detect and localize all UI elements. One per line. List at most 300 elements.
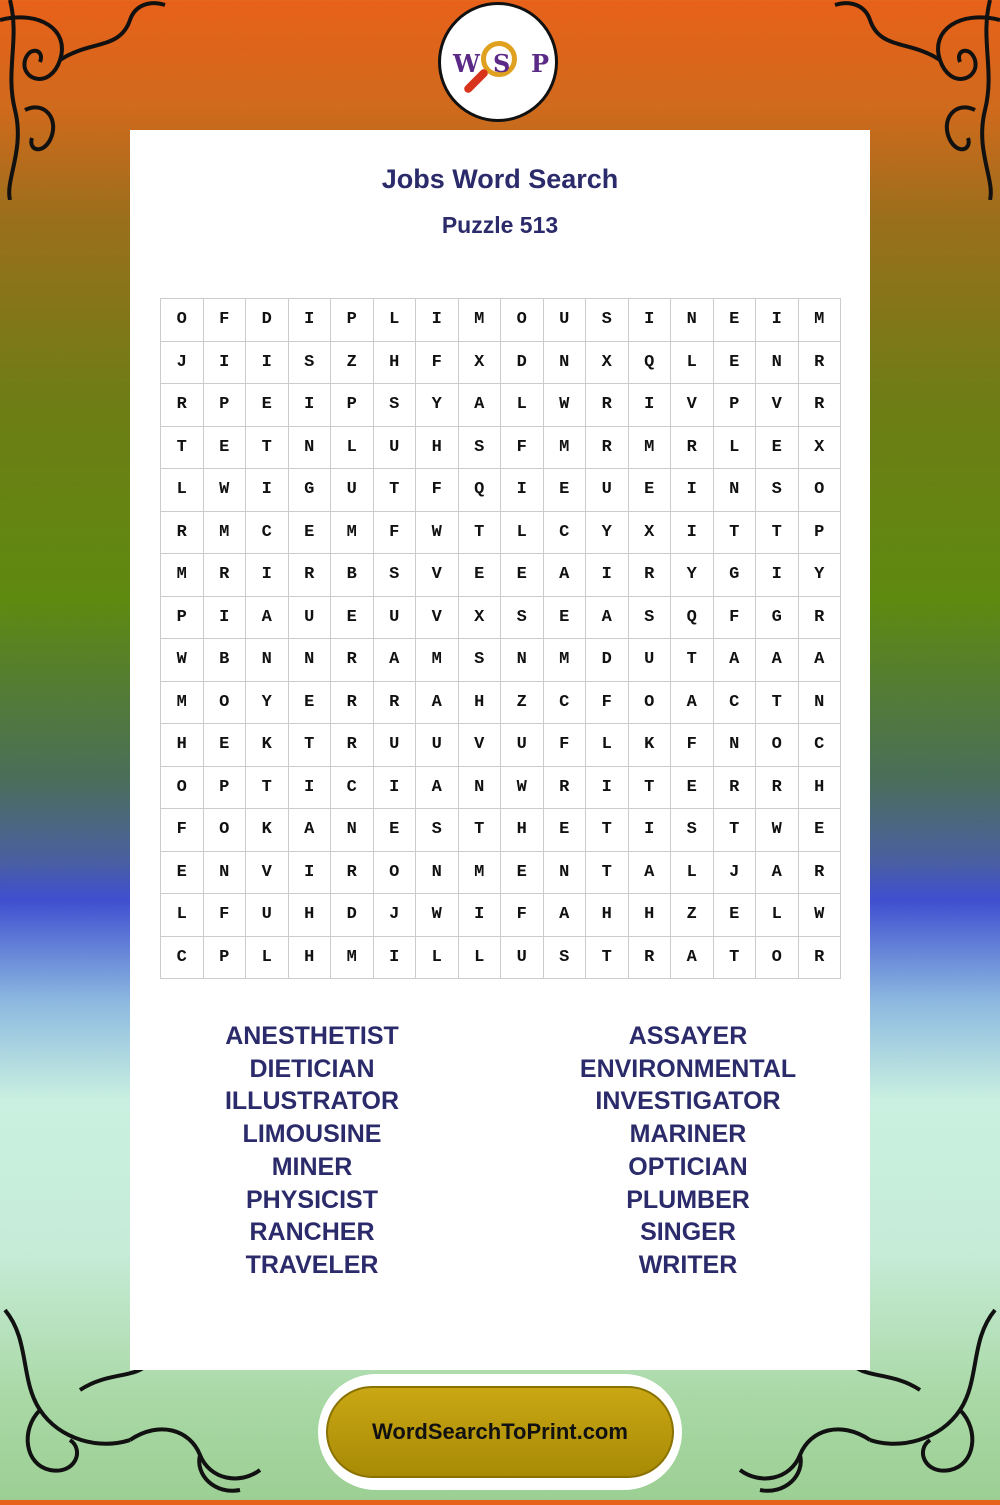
grid-cell[interactable]: W: [501, 766, 544, 809]
grid-cell[interactable]: C: [543, 511, 586, 554]
grid-row: [161, 724, 841, 767]
grid-cell[interactable]: L: [756, 894, 799, 937]
word-list-item: MARINER: [629, 1120, 747, 1149]
grid-cell[interactable]: T: [586, 936, 629, 979]
grid-cell[interactable]: N: [713, 469, 756, 512]
grid-cell[interactable]: E: [713, 299, 756, 342]
grid-cell[interactable]: I: [203, 596, 246, 639]
grid-cell[interactable]: V: [416, 596, 459, 639]
grid-cell[interactable]: Q: [628, 341, 671, 384]
grid-cell[interactable]: H: [161, 724, 204, 767]
grid-cell[interactable]: C: [161, 936, 204, 979]
grid-cell[interactable]: R: [713, 766, 756, 809]
grid-cell[interactable]: D: [246, 299, 289, 342]
grid-cell[interactable]: W: [543, 384, 586, 427]
grid-cell[interactable]: R: [628, 936, 671, 979]
word-list-item: LIMOUSINE: [242, 1120, 382, 1149]
grid-cell[interactable]: A: [458, 384, 501, 427]
word-list-right: [538, 1020, 838, 1282]
grid-cell[interactable]: F: [203, 894, 246, 937]
grid-cell[interactable]: T: [458, 511, 501, 554]
grid-cell[interactable]: A: [246, 596, 289, 639]
grid-cell[interactable]: E: [756, 426, 799, 469]
grid-cell[interactable]: Y: [798, 554, 841, 597]
word-list-item: ANESTHETIST: [225, 1022, 399, 1050]
grid-cell[interactable]: P: [203, 766, 246, 809]
grid-cell[interactable]: M: [543, 639, 586, 682]
grid-cell[interactable]: M: [161, 681, 204, 724]
grid-cell[interactable]: Y: [246, 681, 289, 724]
grid-cell[interactable]: P: [331, 384, 374, 427]
grid-cell[interactable]: E: [373, 809, 416, 852]
grid-cell[interactable]: I: [628, 809, 671, 852]
grid-cell[interactable]: T: [161, 426, 204, 469]
grid-cell[interactable]: R: [798, 851, 841, 894]
grid-cell[interactable]: O: [798, 469, 841, 512]
grid-cell[interactable]: D: [586, 639, 629, 682]
word-list-item: PLUMBER: [626, 1185, 750, 1214]
grid-cell[interactable]: I: [373, 766, 416, 809]
grid-cell[interactable]: E: [458, 554, 501, 597]
grid-cell[interactable]: I: [373, 936, 416, 979]
grid-cell[interactable]: O: [628, 681, 671, 724]
grid-cell[interactable]: X: [586, 341, 629, 384]
grid-cell[interactable]: K: [246, 724, 289, 767]
grid-cell[interactable]: P: [203, 936, 246, 979]
grid-cell[interactable]: R: [628, 554, 671, 597]
grid-cell[interactable]: I: [756, 554, 799, 597]
grid-cell[interactable]: I: [628, 384, 671, 427]
word-list-item: PHYSICIST: [246, 1185, 378, 1214]
grid-cell[interactable]: T: [586, 851, 629, 894]
grid-cell[interactable]: F: [713, 596, 756, 639]
grid-cell[interactable]: S: [671, 809, 714, 852]
grid-cell[interactable]: N: [543, 341, 586, 384]
grid-cell[interactable]: U: [246, 894, 289, 937]
grid-cell[interactable]: T: [246, 426, 289, 469]
grid-cell[interactable]: I: [586, 554, 629, 597]
grid-cell[interactable]: W: [756, 809, 799, 852]
grid-cell[interactable]: C: [543, 681, 586, 724]
grid-cell[interactable]: U: [331, 469, 374, 512]
grid-cell[interactable]: F: [501, 894, 544, 937]
grid-cell[interactable]: H: [288, 894, 331, 937]
grid-cell[interactable]: D: [331, 894, 374, 937]
grid-cell[interactable]: P: [203, 384, 246, 427]
grid-cell[interactable]: H: [501, 809, 544, 852]
grid-cell[interactable]: R: [331, 724, 374, 767]
grid-cell[interactable]: J: [373, 894, 416, 937]
word-list-item: DIETICIAN: [249, 1054, 375, 1083]
grid-cell[interactable]: I: [288, 299, 331, 342]
grid-cell[interactable]: R: [586, 384, 629, 427]
grid-cell[interactable]: R: [543, 766, 586, 809]
grid-cell[interactable]: N: [543, 851, 586, 894]
grid-cell[interactable]: T: [246, 766, 289, 809]
grid-cell[interactable]: T: [628, 766, 671, 809]
grid-cell[interactable]: R: [373, 681, 416, 724]
grid-cell[interactable]: N: [416, 851, 459, 894]
grid-cell[interactable]: X: [458, 341, 501, 384]
grid-cell[interactable]: A: [373, 639, 416, 682]
grid-cell[interactable]: R: [331, 681, 374, 724]
grid-cell[interactable]: W: [798, 894, 841, 937]
grid-cell[interactable]: L: [458, 936, 501, 979]
grid-cell[interactable]: C: [331, 766, 374, 809]
grid-cell[interactable]: T: [756, 511, 799, 554]
grid-cell[interactable]: A: [756, 851, 799, 894]
grid-cell[interactable]: S: [458, 426, 501, 469]
grid-cell[interactable]: I: [288, 851, 331, 894]
grid-row: [161, 426, 841, 469]
grid-cell[interactable]: L: [671, 851, 714, 894]
word-list-item: ENVIRONMENTAL: [579, 1054, 797, 1083]
grid-cell[interactable]: H: [628, 894, 671, 937]
page-title: Jobs Word Search: [381, 164, 619, 194]
grid-cell[interactable]: V: [671, 384, 714, 427]
grid-cell[interactable]: H: [288, 936, 331, 979]
grid-cell[interactable]: P: [798, 511, 841, 554]
word-list-left: [162, 1020, 462, 1282]
grid-cell[interactable]: G: [713, 554, 756, 597]
grid-cell[interactable]: T: [713, 809, 756, 852]
grid-cell[interactable]: L: [161, 469, 204, 512]
grid-cell[interactable]: W: [161, 639, 204, 682]
grid-cell[interactable]: L: [501, 384, 544, 427]
grid-cell[interactable]: U: [373, 596, 416, 639]
grid-cell[interactable]: X: [628, 511, 671, 554]
grid-cell[interactable]: R: [798, 596, 841, 639]
grid-cell[interactable]: N: [756, 341, 799, 384]
grid-cell[interactable]: R: [161, 511, 204, 554]
grid-cell[interactable]: P: [161, 596, 204, 639]
grid-cell[interactable]: N: [671, 299, 714, 342]
grid-cell[interactable]: T: [373, 469, 416, 512]
grid-cell[interactable]: R: [756, 766, 799, 809]
grid-cell[interactable]: L: [161, 894, 204, 937]
grid-cell[interactable]: N: [203, 851, 246, 894]
grid-cell[interactable]: N: [798, 681, 841, 724]
website-link-label: WordSearchToPrint.com: [372, 1419, 628, 1444]
grid-cell[interactable]: R: [331, 851, 374, 894]
grid-cell[interactable]: R: [161, 384, 204, 427]
grid-cell[interactable]: N: [331, 809, 374, 852]
grid-cell[interactable]: E: [628, 469, 671, 512]
wsp-logo[interactable]: [438, 2, 558, 122]
grid-row: [161, 809, 841, 852]
grid-cell[interactable]: F: [671, 724, 714, 767]
grid-cell[interactable]: A: [288, 809, 331, 852]
grid-cell[interactable]: N: [288, 639, 331, 682]
grid-cell[interactable]: E: [543, 469, 586, 512]
grid-cell[interactable]: F: [416, 341, 459, 384]
grid-cell[interactable]: T: [671, 639, 714, 682]
grid-cell[interactable]: S: [288, 341, 331, 384]
word-list-item: SINGER: [640, 1218, 736, 1247]
grid-cell[interactable]: T: [756, 681, 799, 724]
grid-cell[interactable]: H: [798, 766, 841, 809]
grid-cell[interactable]: E: [288, 681, 331, 724]
grid-cell[interactable]: O: [161, 766, 204, 809]
grid-cell[interactable]: I: [416, 299, 459, 342]
grid-cell[interactable]: Q: [458, 469, 501, 512]
grid-cell[interactable]: M: [416, 639, 459, 682]
grid-cell[interactable]: L: [501, 511, 544, 554]
grid-cell[interactable]: I: [288, 766, 331, 809]
grid-cell[interactable]: L: [373, 299, 416, 342]
grid-cell[interactable]: L: [246, 936, 289, 979]
grid-cell[interactable]: A: [416, 681, 459, 724]
grid-row: [161, 894, 841, 937]
grid-cell[interactable]: M: [331, 936, 374, 979]
grid-cell[interactable]: F: [416, 469, 459, 512]
grid-row: [161, 596, 841, 639]
grid-cell[interactable]: S: [543, 936, 586, 979]
grid-cell[interactable]: E: [203, 724, 246, 767]
grid-cell[interactable]: O: [203, 681, 246, 724]
grid-cell[interactable]: C: [713, 681, 756, 724]
grid-cell[interactable]: M: [458, 299, 501, 342]
grid-cell[interactable]: T: [713, 936, 756, 979]
grid-cell[interactable]: F: [373, 511, 416, 554]
grid-cell[interactable]: U: [288, 596, 331, 639]
grid-cell[interactable]: F: [161, 809, 204, 852]
grid-cell[interactable]: I: [288, 384, 331, 427]
grid-cell[interactable]: O: [756, 936, 799, 979]
grid-cell[interactable]: Y: [586, 511, 629, 554]
word-list-item: RANCHER: [249, 1218, 375, 1247]
grid-cell[interactable]: S: [756, 469, 799, 512]
grid-cell[interactable]: D: [501, 341, 544, 384]
grid-cell[interactable]: R: [586, 426, 629, 469]
grid-cell[interactable]: M: [161, 554, 204, 597]
grid-cell[interactable]: H: [586, 894, 629, 937]
grid-cell[interactable]: N: [713, 724, 756, 767]
grid-cell[interactable]: U: [501, 724, 544, 767]
grid-cell[interactable]: X: [798, 426, 841, 469]
grid-cell[interactable]: U: [416, 724, 459, 767]
grid-cell[interactable]: I: [756, 299, 799, 342]
grid-row: [161, 554, 841, 597]
grid-cell[interactable]: J: [713, 851, 756, 894]
grid-cell[interactable]: M: [543, 426, 586, 469]
grid-row: [161, 299, 841, 342]
grid-cell[interactable]: V: [246, 851, 289, 894]
grid-cell[interactable]: F: [501, 426, 544, 469]
grid-cell[interactable]: M: [798, 299, 841, 342]
grid-row: [161, 511, 841, 554]
grid-row: [161, 341, 841, 384]
grid-cell[interactable]: A: [416, 766, 459, 809]
grid-cell[interactable]: E: [713, 894, 756, 937]
grid-row: [161, 384, 841, 427]
grid-cell[interactable]: L: [586, 724, 629, 767]
grid-cell[interactable]: E: [671, 766, 714, 809]
grid-cell[interactable]: K: [246, 809, 289, 852]
grid-cell[interactable]: P: [331, 299, 374, 342]
grid-cell[interactable]: E: [798, 809, 841, 852]
grid-cell[interactable]: L: [416, 936, 459, 979]
grid-cell[interactable]: U: [543, 299, 586, 342]
grid-cell[interactable]: F: [543, 724, 586, 767]
grid-cell[interactable]: K: [628, 724, 671, 767]
logo-letter-s: S: [493, 49, 511, 78]
grid-cell[interactable]: A: [756, 639, 799, 682]
grid-cell[interactable]: H: [416, 426, 459, 469]
grid-cell[interactable]: S: [501, 596, 544, 639]
grid-cell[interactable]: A: [671, 681, 714, 724]
grid-cell[interactable]: I: [458, 894, 501, 937]
grid-cell[interactable]: S: [373, 384, 416, 427]
puzzle-sheet: [130, 130, 870, 1370]
grid-cell[interactable]: Z: [671, 894, 714, 937]
grid-cell[interactable]: T: [458, 809, 501, 852]
grid-row: [161, 936, 841, 979]
grid-cell[interactable]: I: [671, 469, 714, 512]
grid-cell[interactable]: R: [331, 639, 374, 682]
grid-cell[interactable]: Y: [671, 554, 714, 597]
grid-cell[interactable]: S: [458, 639, 501, 682]
grid-cell[interactable]: T: [586, 809, 629, 852]
grid-cell[interactable]: U: [373, 426, 416, 469]
grid-cell[interactable]: H: [458, 681, 501, 724]
grid-cell[interactable]: G: [288, 469, 331, 512]
grid-cell[interactable]: O: [501, 299, 544, 342]
grid-cell[interactable]: B: [203, 639, 246, 682]
grid-cell[interactable]: M: [458, 851, 501, 894]
word-list-item: ASSAYER: [628, 1022, 748, 1050]
grid-cell[interactable]: R: [203, 554, 246, 597]
grid-cell[interactable]: C: [798, 724, 841, 767]
grid-cell[interactable]: E: [203, 426, 246, 469]
grid-cell[interactable]: P: [713, 384, 756, 427]
grid-cell[interactable]: I: [671, 511, 714, 554]
grid-cell[interactable]: R: [798, 341, 841, 384]
grid-cell[interactable]: S: [416, 809, 459, 852]
grid-cell[interactable]: I: [246, 341, 289, 384]
grid-cell[interactable]: S: [628, 596, 671, 639]
logo-letter-p: P: [531, 49, 550, 78]
grid-cell[interactable]: N: [501, 639, 544, 682]
grid-cell[interactable]: T: [713, 511, 756, 554]
word-list-item: OPTICIAN: [628, 1152, 748, 1181]
grid-cell[interactable]: O: [373, 851, 416, 894]
grid-cell[interactable]: W: [203, 469, 246, 512]
grid-cell[interactable]: L: [713, 426, 756, 469]
grid-cell[interactable]: I: [501, 469, 544, 512]
grid-cell[interactable]: N: [288, 426, 331, 469]
grid-cell[interactable]: J: [161, 341, 204, 384]
grid-cell[interactable]: A: [628, 851, 671, 894]
grid-cell[interactable]: A: [798, 639, 841, 682]
grid-cell[interactable]: Z: [331, 341, 374, 384]
grid-cell[interactable]: L: [331, 426, 374, 469]
grid-row: [161, 469, 841, 512]
grid-cell[interactable]: E: [331, 596, 374, 639]
grid-cell[interactable]: A: [543, 894, 586, 937]
grid-cell[interactable]: I: [246, 469, 289, 512]
grid-cell[interactable]: M: [331, 511, 374, 554]
grid-cell[interactable]: X: [458, 596, 501, 639]
word-list-item: WRITER: [638, 1250, 738, 1279]
grid-cell[interactable]: C: [246, 511, 289, 554]
grid-cell[interactable]: F: [586, 681, 629, 724]
website-link-button[interactable]: [326, 1386, 674, 1478]
word-list-item: ILLUSTRATOR: [224, 1087, 400, 1116]
word-list-item: TRAVELER: [245, 1250, 379, 1279]
grid-cell[interactable]: E: [161, 851, 204, 894]
grid-cell[interactable]: A: [586, 596, 629, 639]
grid-cell[interactable]: E: [501, 851, 544, 894]
grid-cell[interactable]: I: [586, 766, 629, 809]
grid-cell[interactable]: I: [246, 554, 289, 597]
puzzle-number: Puzzle 513: [441, 212, 559, 238]
logo-letter-w: W: [453, 49, 480, 78]
grid-cell[interactable]: Z: [501, 681, 544, 724]
grid-cell[interactable]: V: [756, 384, 799, 427]
grid-cell[interactable]: M: [628, 426, 671, 469]
grid-cell[interactable]: A: [671, 936, 714, 979]
grid-row: [161, 851, 841, 894]
grid-row: [161, 766, 841, 809]
grid-cell[interactable]: N: [246, 639, 289, 682]
grid-cell[interactable]: S: [586, 299, 629, 342]
grid-cell[interactable]: M: [203, 511, 246, 554]
word-list-item: MINER: [271, 1152, 353, 1181]
grid-cell[interactable]: H: [373, 341, 416, 384]
grid-cell[interactable]: U: [501, 936, 544, 979]
grid-cell[interactable]: N: [458, 766, 501, 809]
grid-row: [161, 681, 841, 724]
grid-cell[interactable]: W: [416, 511, 459, 554]
grid-cell[interactable]: O: [161, 299, 204, 342]
grid-cell[interactable]: A: [713, 639, 756, 682]
grid-cell[interactable]: S: [373, 554, 416, 597]
grid-cell[interactable]: V: [458, 724, 501, 767]
grid-cell[interactable]: O: [756, 724, 799, 767]
grid-cell[interactable]: R: [798, 384, 841, 427]
grid-cell[interactable]: O: [203, 809, 246, 852]
grid-cell[interactable]: E: [543, 809, 586, 852]
grid-cell[interactable]: I: [203, 341, 246, 384]
grid-cell[interactable]: W: [416, 894, 459, 937]
grid-cell[interactable]: R: [798, 936, 841, 979]
grid-cell[interactable]: Y: [416, 384, 459, 427]
grid-cell[interactable]: E: [288, 511, 331, 554]
grid-cell[interactable]: A: [543, 554, 586, 597]
grid-cell[interactable]: I: [628, 299, 671, 342]
grid-cell[interactable]: R: [671, 426, 714, 469]
grid-cell[interactable]: U: [373, 724, 416, 767]
grid-cell[interactable]: V: [416, 554, 459, 597]
grid-row: [161, 639, 841, 682]
grid-cell[interactable]: R: [288, 554, 331, 597]
grid-cell[interactable]: E: [501, 554, 544, 597]
grid-cell[interactable]: G: [756, 596, 799, 639]
grid-cell[interactable]: U: [586, 469, 629, 512]
grid-cell[interactable]: E: [543, 596, 586, 639]
grid-cell[interactable]: E: [713, 341, 756, 384]
grid-cell[interactable]: L: [671, 341, 714, 384]
grid-cell[interactable]: E: [246, 384, 289, 427]
letter-grid: [160, 298, 841, 979]
grid-cell[interactable]: B: [331, 554, 374, 597]
word-list-item: INVESTIGATOR: [595, 1087, 781, 1116]
grid-cell[interactable]: U: [628, 639, 671, 682]
grid-cell[interactable]: T: [288, 724, 331, 767]
grid-cell[interactable]: F: [203, 299, 246, 342]
grid-cell[interactable]: Q: [671, 596, 714, 639]
